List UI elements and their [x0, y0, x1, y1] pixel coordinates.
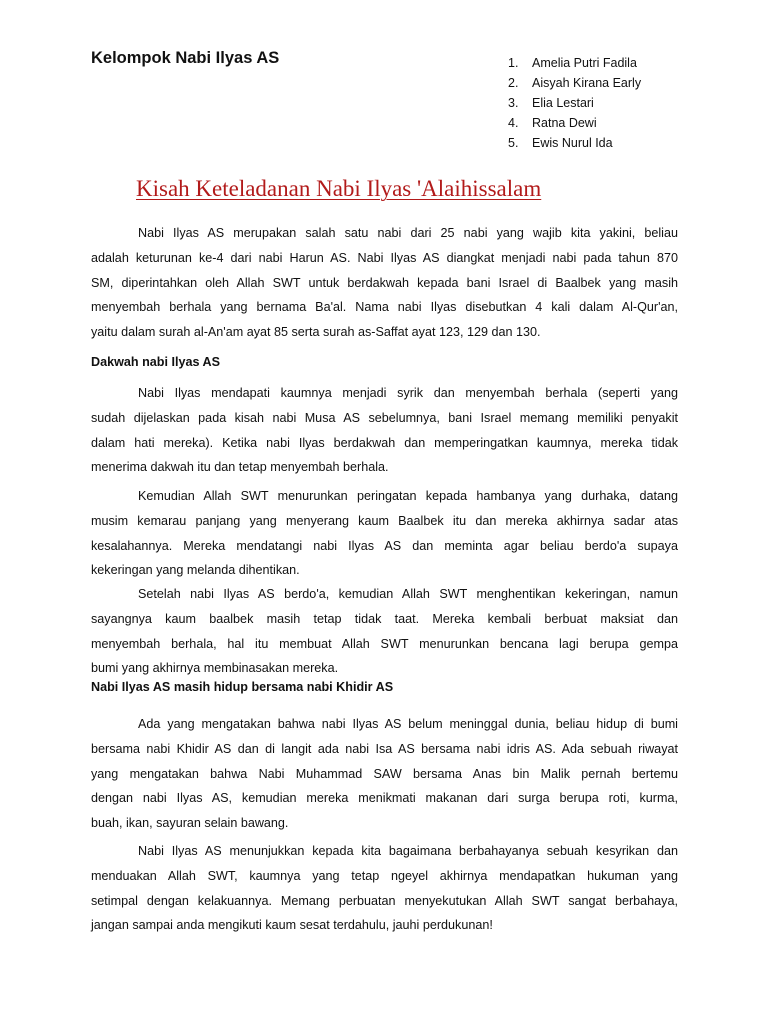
text-line: dalam hati mereka). Ketika nabi Ilyas berdakwah dan memperingatkan kaumnya, mereka tidak — [91, 435, 678, 450]
text-line: jangan sampai anda mengikuti kaum sesat terdahulu, jauhi perdukunan! — [91, 918, 493, 933]
text-line: yaitu dalam surah al-An'am ayat 85 serta surah as-Saffat ayat 123, 129 dan 130. — [91, 325, 541, 340]
member-name: Elia Lestari — [532, 96, 594, 110]
text-line: setimpal dengan kelakuannya. Memang perbuatan menyekutukan Allah SWT sangat berbahaya, — [91, 893, 678, 908]
paragraph — [91, 712, 678, 836]
text-line: kesalahannya. Mereka mendatangi nabi Ilyas AS dan meminta agar beliau berdo'a supaya — [91, 538, 678, 553]
list-item — [508, 113, 641, 133]
paragraph — [91, 221, 678, 345]
item-number: 1. — [508, 56, 519, 70]
list-item — [508, 93, 641, 113]
text-line: Nabi Ilyas mendapati kaumnya menjadi syrik dan menyembah berhala (seperti yang — [138, 386, 678, 400]
paragraph — [91, 582, 678, 681]
member-name: Aisyah Kirana Early — [532, 76, 642, 90]
list-item — [508, 133, 641, 153]
section-heading: Nabi Ilyas AS masih hidup bersama nabi Khidir AS — [91, 680, 394, 694]
group-title: Kelompok Nabi Ilyas AS — [91, 49, 280, 67]
text-line: Nabi Ilyas AS menunjukkan kepada kita bagaimana berbahayanya sebuah kesyrikan dan — [138, 844, 678, 858]
text-line: menyembah berhala, hal itu membuat Allah SWT menurunkan bencana lagi berupa gempa — [91, 636, 678, 651]
item-number: 5. — [508, 136, 519, 150]
paragraph — [91, 484, 678, 583]
text-line: Ada yang mengatakan bahwa nabi Ilyas AS belum meninggal dunia, beliau hidup di bumi — [138, 717, 678, 731]
text-line: kekeringan yang melanda dihentikan. — [91, 563, 300, 578]
text-line: menyembah berhala yang bernama Ba'al. Nama nabi Ilyas disebutkan 4 kali dalam Al-Qur'an, — [91, 300, 678, 315]
list-item — [508, 53, 641, 73]
member-name: Ewis Nurul Ida — [532, 136, 613, 150]
section-heading: Dakwah nabi Ilyas AS — [91, 355, 221, 369]
text-line: musim kemarau panjang yang menyerang kaum Baalbek itu dan mereka akhirnya sadar atas — [91, 513, 678, 528]
text-line: Nabi Ilyas AS merupakan salah satu nabi dari 25 nabi yang wajib kita yakini, beliau — [138, 226, 678, 240]
text-line: bersama nabi Khidir AS dan di langit ada nabi Isa AS bersama nabi idris AS. Ada sebuah riwayat — [91, 741, 678, 756]
text-line: adalah keturunan ke-4 dari nabi Harun AS. Nabi Ilyas AS diangkat menjadi nabi pada tahun 870 — [91, 250, 678, 265]
text-line: SM, diperintahkan oleh Allah SWT untuk berdakwah kepada bani Israel di Baalbek yang masih — [91, 275, 678, 290]
text-line: bumi yang akhirnya membinasakan mereka. — [91, 661, 339, 676]
item-number: 4. — [508, 116, 519, 130]
text-line: menerima dakwah itu dan tetap menyembah berhala. — [91, 460, 389, 475]
paragraph — [91, 839, 678, 938]
item-number: 3. — [508, 96, 519, 110]
item-number: 2. — [508, 76, 519, 90]
text-line: menduakan Allah SWT, kaumnya yang tetap ngeyel akhirnya mendapatkan hukuman yang — [91, 868, 678, 883]
text-line: yang mengatakan bahwa Nabi Muhammad SAW bersama Anas bin Malik pernah bertemu — [91, 766, 678, 781]
text-line: sayangnya kaum baalbek masih tetap tidak taat. Mereka kembali berbuat maksiat dan — [91, 611, 678, 626]
member-name: Ratna Dewi — [532, 116, 597, 130]
text-line: Kemudian Allah SWT menurunkan peringatan kepada hambanya yang durhaka, datang — [138, 489, 678, 503]
member-name: Amelia Putri Fadila — [532, 56, 637, 70]
paragraph — [91, 381, 678, 480]
text-line: dengan nabi Ilyas AS, kemudian mereka menikmati makanan dari surga berupa roti, kurma, — [91, 791, 678, 806]
document-title: Kisah Keteladanan Nabi Ilyas 'Alaihissalam — [136, 176, 542, 201]
text-line: buah, ikan, sayuran selain bawang. — [91, 816, 289, 831]
text-line: sudah dijelaskan pada kisah nabi Musa AS sebelumnya, bani Israel memang memiliki penyakit — [91, 410, 678, 425]
list-item — [508, 73, 641, 93]
member-list — [508, 53, 641, 153]
text-line: Setelah nabi Ilyas AS berdo'a, kemudian Allah SWT menghentikan kekeringan, namun — [138, 587, 678, 601]
